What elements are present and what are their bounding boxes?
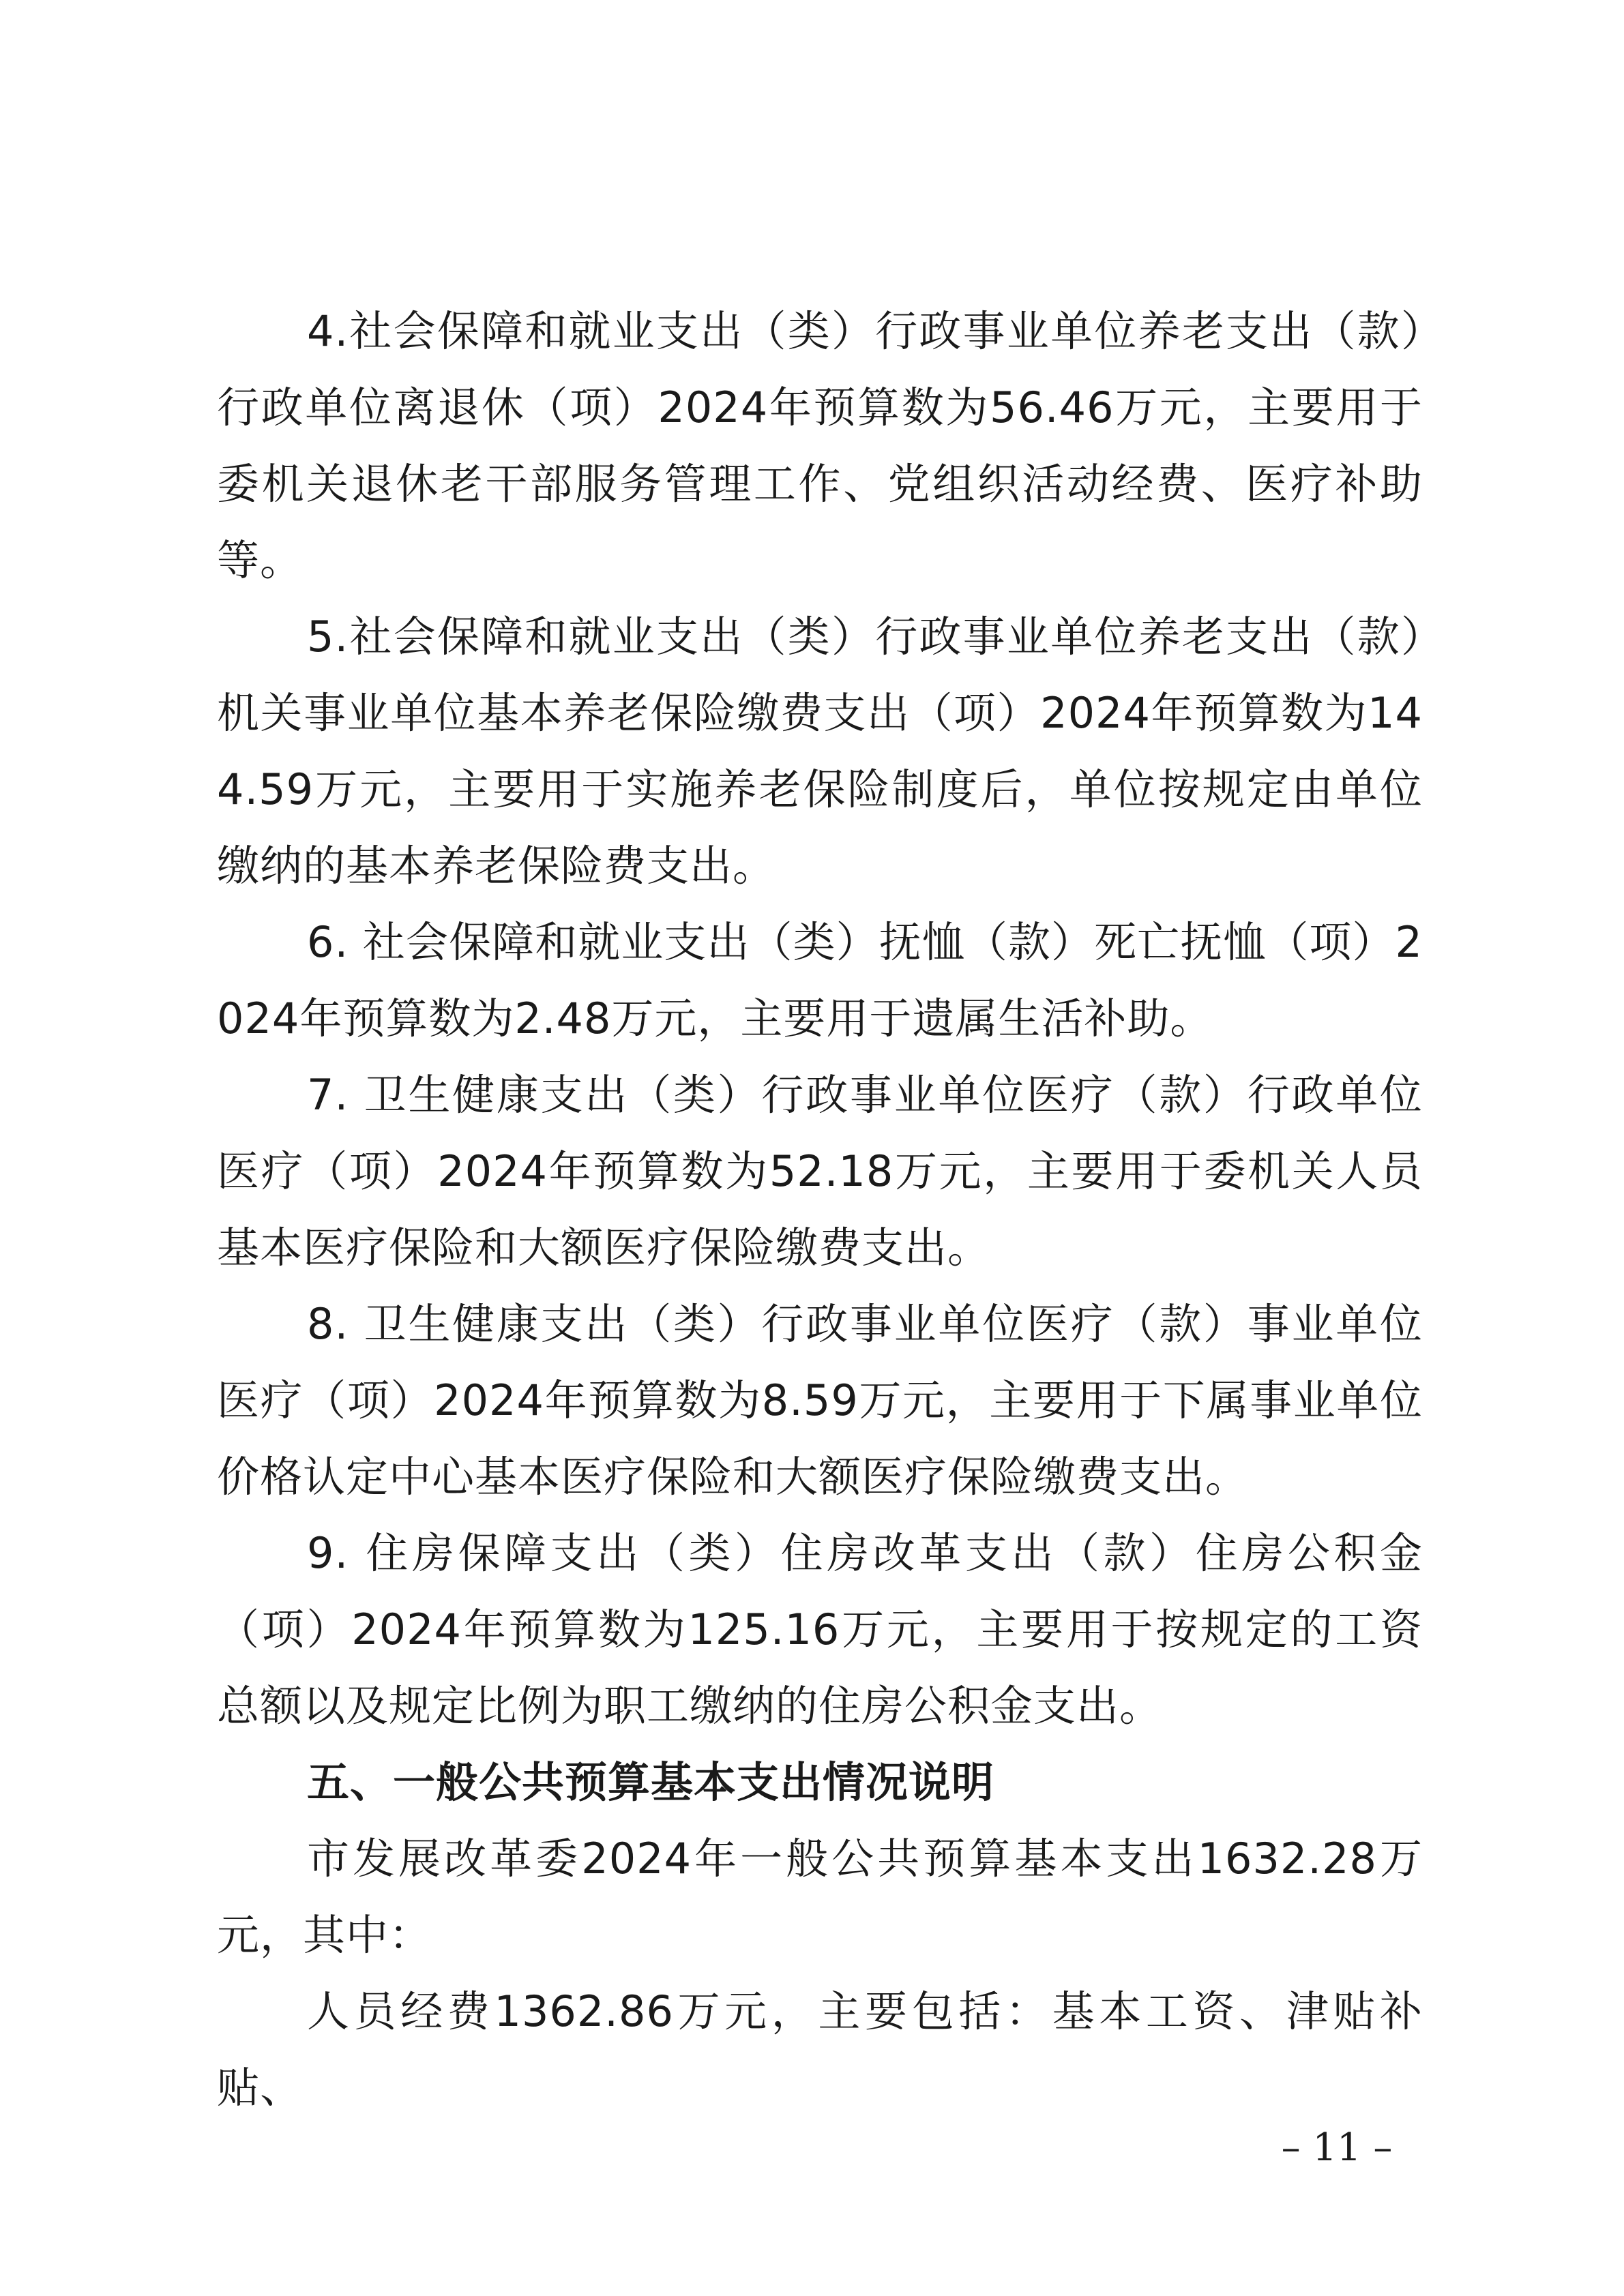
paragraph-item-8: 8. 卫生健康支出（类）行政事业单位医疗（款）事业单位医疗（项）2024年预算数为8.59万元，主要用于下属事业单位价格认定中心基本医疗保险和大额医疗保险缴费支出。 (217, 1299, 1423, 1502)
page-number: – 11 – (1281, 2126, 1393, 2170)
section-heading: 五、一般公共预算基本支出情况说明 (307, 1757, 995, 1807)
personnel-expense-paragraph: 人员经费1362.86万元，主要包括：基本工资、津贴补贴、 (217, 1986, 1423, 2113)
document-body (217, 293, 1423, 2126)
paragraph-item-6: 6. 社会保障和就业支出（类）抚恤（款）死亡抚恤（项）2024年预算数为2.48万元，主要用于遗属生活补助。 (217, 917, 1423, 1043)
paragraph-item-4: 4.社会保障和就业支出（类）行政事业单位养老支出（款）行政单位离退休（项）2024年预算数为56.46万元，主要用于委机关退休老干部服务管理工作、党组织活动经费、医疗补助等。 (217, 306, 1423, 585)
paragraph-item-5: 5.社会保障和就业支出（类）行政事业单位养老支出（款）机关事业单位基本养老保险缴费支出（项）2024年预算数为144.59万元，主要用于实施养老保险制度后，单位按规定由单位缴纳的基本养老保险费支出。 (217, 612, 1423, 891)
section-intro-paragraph: 市发展改革委2024年一般公共预算基本支出1632.28万元，其中： (217, 1834, 1423, 1960)
paragraph-item-7: 7. 卫生健康支出（类）行政事业单位医疗（款）行政单位医疗（项）2024年预算数为52.18万元，主要用于委机关人员基本医疗保险和大额医疗保险缴费支出。 (217, 1070, 1423, 1272)
paragraph-item-9: 9. 住房保障支出（类）住房改革支出（款）住房公积金（项）2024年预算数为125.16万元，主要用于按规定的工资总额以及规定比例为职工缴纳的住房公积金支出。 (217, 1528, 1423, 1731)
